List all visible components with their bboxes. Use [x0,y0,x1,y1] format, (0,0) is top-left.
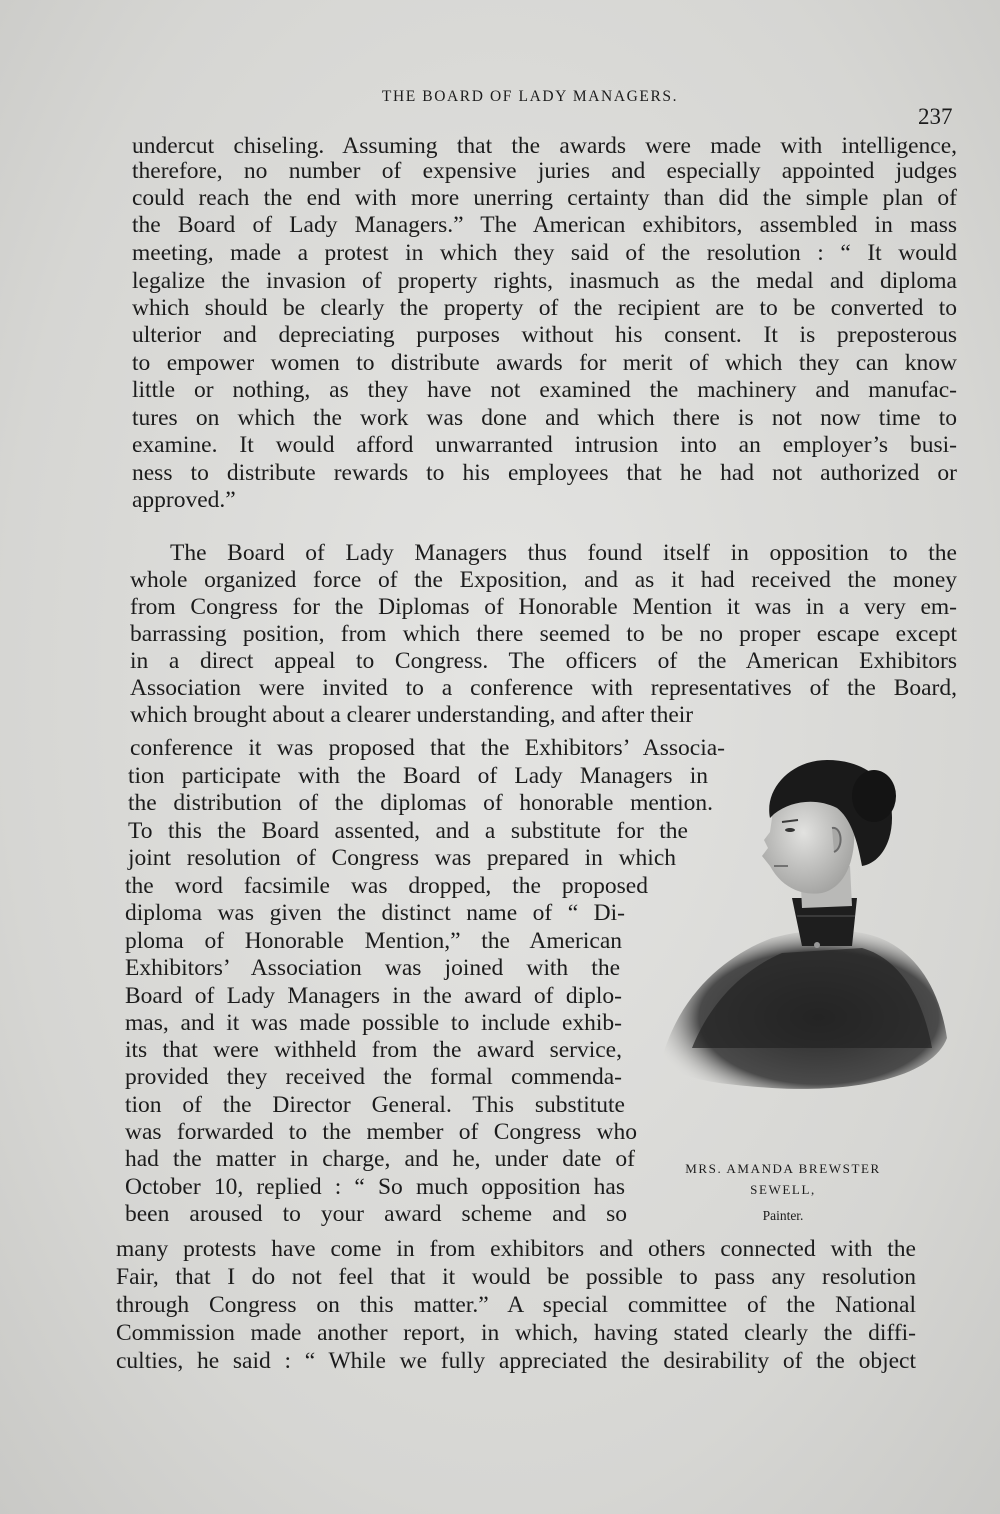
text-line: barrassing position, from which there seemed to be no proper escape except [130,621,957,647]
text-line: had the matter in charge, and he, under date of [125,1146,635,1172]
text-line: Fair, that I do not feel that it would be possible to pass any resolution [116,1264,916,1290]
text-line: ness to distribute rewards to his employees that he had not authorized or [132,460,957,486]
text-line: tion participate with the Board of Lady Managers in [128,763,708,789]
text-line: tures on which the work was done and which there is not now time to [132,405,957,431]
text-line: the distribution of the diplomas of honorable mention. [128,790,713,816]
text-line: Board of Lady Managers in the award of diplo- [125,983,622,1009]
text-line: diploma was given the distinct name of “ Di- [125,900,625,926]
portrait-illustration [652,748,952,1093]
text-line: therefore, no number of expensive juries and especially appointed judges [132,158,957,184]
portrait-caption-name-cont: SEWELL, [750,1182,816,1197]
text-line: conference it was proposed that the Exhibitors’ Associa- [130,735,725,761]
text-line: undercut chiseling. Assuming that the awards were made with intelligence, [132,133,957,159]
text-line: October 10, replied : “ So much opposition has [125,1174,625,1200]
text-line: could reach the end with more unerring certainty than did the simple plan of [132,185,957,211]
portrait-caption-role: Painter. [762,1208,804,1223]
text-line: little or nothing, as they have not examined the machinery and manufac- [132,377,957,403]
page-number: 237 [918,104,953,129]
text-line: the word facsimile was dropped, the proposed [125,873,648,899]
text-line: mas, and it was made possible to include exhib- [125,1010,622,1036]
text-line: examine. It would afford unwarranted intrusion into an employer’s busi- [132,432,957,458]
text-line: approved.” [132,487,236,513]
text-line: ulterior and depreciating purposes without his consent. It is preposterous [132,322,957,348]
text-line: Exhibitors’ Association was joined with the [125,955,620,981]
text-line: provided they received the formal commenda- [125,1064,622,1090]
text-line: which brought about a clearer understanding, and after their [130,702,694,728]
text-line: legalize the invasion of property rights, inasmuch as the medal and diploma [132,268,957,294]
text-line: joint resolution of Congress was prepared in which [128,845,676,871]
text-line: through Congress on this matter.” A special committee of the National [116,1292,916,1318]
text-line: been aroused to your award scheme and so [125,1201,627,1227]
text-line: tion of the Director General. This substitute [125,1092,625,1118]
text-line: in a direct appeal to Congress. The officers of the American Exhibitors [130,648,957,674]
text-line: meeting, made a protest in which they said of the resolution : “ It would [132,240,957,266]
text-line: The Board of Lady Managers thus found itself in opposition to the [170,540,957,566]
running-head: THE BOARD OF LADY MANAGERS. [381,88,679,105]
portrait-caption-name: MRS. AMANDA BREWSTER [685,1161,881,1176]
text-line: to empower women to distribute awards for merit of which they can know [132,350,957,376]
text-line: its that were withheld from the award service, [125,1037,622,1063]
text-line: many protests have come in from exhibitors and others connected with the [116,1236,916,1262]
text-line: To this the Board assented, and a substitute for the [128,818,688,844]
text-line: the Board of Lady Managers.” The American exhibitors, assembled in mass [132,212,957,238]
text-line: Commission made another report, in which, having stated clearly the diffi- [116,1320,916,1346]
text-line: from Congress for the Diplomas of Honorable Mention it was in a very em- [130,594,957,620]
text-line: culties, he said : “ While we fully appreciated the desirability of the object [116,1348,916,1374]
text-line: Association were invited to a conference with representatives of the Board, [130,675,957,701]
text-line: was forwarded to the member of Congress who [125,1119,637,1145]
text-line: which should be clearly the property of the recipient are to be converted to [132,295,957,321]
text-line: ploma of Honorable Mention,” the American [125,928,622,954]
text-line: whole organized force of the Exposition, and as it had received the money [130,567,957,593]
